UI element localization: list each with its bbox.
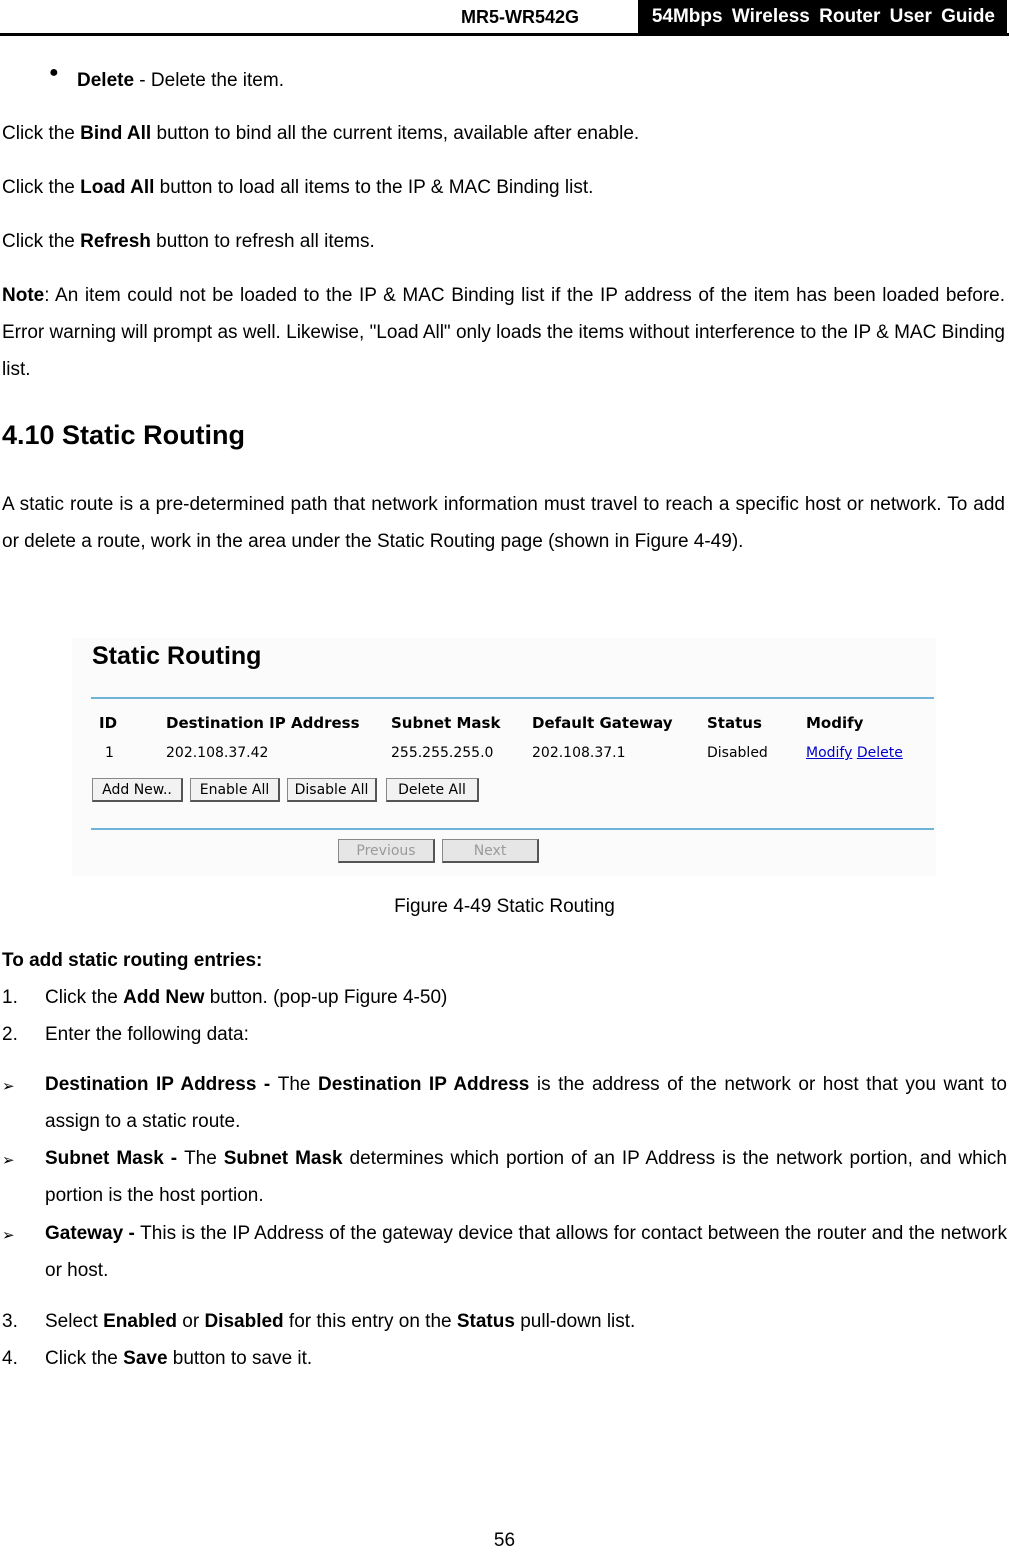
step-4: Click the Save button to save it. (45, 1348, 313, 1369)
data-subnet-mask: Subnet Mask - The Subnet Mask determines which portion of an IP Address is the network portion, and which portion is the host portion. (45, 1148, 1007, 1206)
figure-caption: Figure 4-49 Static Routing (394, 896, 615, 917)
header-guide-title: 54Mbps Wireless Router User Guide (638, 0, 1007, 34)
column-header-subnet: Subnet Mask (391, 714, 501, 732)
arrow-bullet-icon: ➢ (2, 1227, 15, 1244)
bullet-delete: Delete - Delete the item. (77, 70, 284, 91)
page-header (0, 0, 1009, 36)
data-destination-ip: Destination IP Address - The Destination IP Address is the address of the network or host that you want to assign to a static route. (45, 1074, 1007, 1132)
header-model: MR5-WR542G (460, 7, 579, 27)
refresh-paragraph: Click the Refresh button to refresh all items. (2, 231, 375, 252)
row-gateway: 202.108.37.1 (532, 745, 626, 761)
column-header-destination: Destination IP Address (166, 714, 360, 732)
bind-all-paragraph: Click the Bind All button to bind all the current items, available after enable. (2, 123, 640, 144)
note-paragraph: Note: An item could not be loaded to the IP & MAC Binding list if the IP address of the item has been loaded before. Error warning will prompt as well. Likewise, "Load All" only loads the items without interference to the IP & MAC Binding list. (2, 285, 1005, 380)
row-modify-cell (806, 745, 903, 761)
modify-link[interactable]: Modify (806, 745, 853, 761)
enable-all-button[interactable]: Enable All (190, 778, 280, 802)
step-4-number: 4. (2, 1348, 18, 1369)
row-subnet-mask: 255.255.255.0 (391, 745, 494, 761)
step-2-number: 2. (2, 1024, 18, 1045)
arrow-bullet-icon: ➢ (2, 1152, 15, 1169)
bullet-icon: ● (49, 64, 59, 81)
step-3: Select Enabled or Disabled for this entry on the Status pull-down list. (45, 1311, 636, 1332)
row-status: Disabled (707, 745, 768, 761)
add-new-button[interactable]: Add New.. (92, 778, 183, 802)
delete-link[interactable]: Delete (856, 745, 903, 761)
step-2: Enter the following data: (45, 1024, 249, 1045)
section-heading: 4.10 Static Routing (2, 420, 246, 450)
load-all-paragraph: Click the Load All button to load all items to the IP & MAC Binding list. (2, 177, 594, 198)
step-1: Click the Add New button. (pop-up Figure 4-50) (45, 987, 448, 1008)
page-number: 56 (493, 1530, 516, 1551)
figure-title: Static Routing (92, 642, 262, 670)
next-button[interactable]: Next (442, 839, 539, 863)
arrow-bullet-icon: ➢ (2, 1078, 15, 1095)
figure-divider-top (91, 697, 934, 699)
column-header-gateway: Default Gateway (532, 714, 673, 732)
section-paragraph: A static route is a pre-determined path that network information must travel to reach a specific host or network. To add or delete a route, work in the area under the Static Routing page (shown in Figure 4-49). (2, 494, 1005, 552)
column-header-id: ID (99, 714, 118, 732)
step-1-number: 1. (2, 987, 18, 1008)
disable-all-button[interactable]: Disable All (287, 778, 377, 802)
delete-all-button[interactable]: Delete All (386, 778, 479, 802)
previous-button[interactable]: Previous (338, 839, 435, 863)
figure-divider-bottom (91, 828, 934, 830)
steps-heading: To add static routing entries: (2, 950, 263, 971)
row-id: 1 (105, 745, 114, 761)
column-header-modify: Modify (806, 714, 864, 732)
header-rule (0, 33, 1009, 36)
row-destination-ip: 202.108.37.42 (166, 745, 269, 761)
static-routing-figure (72, 638, 936, 876)
column-header-status: Status (707, 714, 762, 732)
step-3-number: 3. (2, 1311, 18, 1332)
data-gateway: Gateway - This is the IP Address of the gateway device that allows for contact between the router and the network or host. (45, 1223, 1007, 1281)
